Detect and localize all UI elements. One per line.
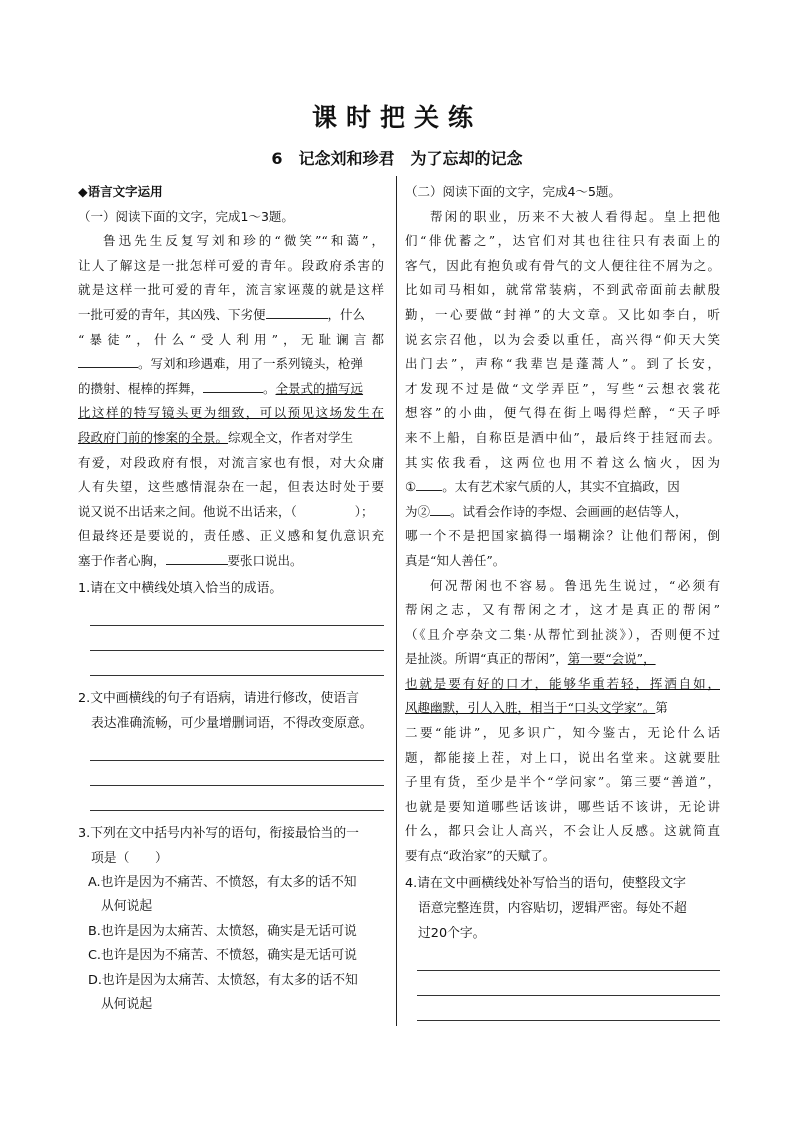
passage-line: 的攒射、棍棒的挥舞， 。全景式的描写远 bbox=[78, 380, 364, 396]
passage-line: 一批可爱的青年，其凶残、下劣便 ，什么 bbox=[78, 306, 366, 322]
answer-line[interactable] bbox=[417, 946, 720, 971]
option-a-cont: 从何说起 bbox=[101, 899, 153, 914]
passage-line: “暴徒”，什么“受人利用”，无耻谰言都 bbox=[78, 331, 384, 347]
answer-line[interactable] bbox=[417, 971, 720, 996]
blank-1 bbox=[416, 477, 442, 491]
underlined-sentence: 全景式的描写远 bbox=[275, 380, 364, 396]
passage-line: 题，都能接上茬，对上口，说出名堂来。这就要肚 bbox=[405, 749, 720, 765]
passage-line: 为② 。试看会作诗的李煜、会画画的赵佶等人， bbox=[405, 503, 688, 519]
question-1: 1.请在文中横线处填入恰当的成语。 bbox=[78, 580, 283, 596]
passage-line: 勤，一心要做“封禅”的大文章。又比如李白，听 bbox=[405, 306, 720, 322]
option-b[interactable]: B.也许是因为太痛苦、太愤怒，确实是无话可说 bbox=[88, 923, 357, 939]
passage-line: 出门去”，声称“我辈岂是蓬蒿人”。到了长安， bbox=[405, 356, 720, 372]
passage-line: 人有失望，这些感情混杂在一起，但表达时处于要 bbox=[78, 479, 384, 495]
passage-line: （《且介亭杂文二集·从帮忙到扯淡》），否则便不过 bbox=[405, 626, 720, 642]
passage-line: 比如司马相如，就常常装病，不到武帝面前去献殷 bbox=[405, 282, 720, 298]
answer-line[interactable] bbox=[90, 601, 384, 626]
answer-line[interactable] bbox=[90, 736, 384, 761]
passage-line: 客气，因此有抱负或有骨气的文人便往往不屑为之。 bbox=[405, 257, 720, 273]
question-3-cont: 项是（ ） bbox=[91, 850, 168, 866]
answer-line[interactable] bbox=[90, 626, 384, 651]
blank-3 bbox=[203, 379, 263, 393]
passage-line: 想容”的小曲，便气得在街上喝得烂醉，“天子呼 bbox=[405, 405, 720, 421]
underlined-sentence: 第一要“会说”， bbox=[567, 651, 656, 667]
passage-line: 但最终还是要说的，责任感、正义感和复仇意识充 bbox=[78, 528, 384, 544]
column-divider bbox=[396, 176, 397, 1026]
passage-line: 段政府门前的惨案的全景。综观全文，作者对学生 bbox=[78, 429, 354, 445]
passage-2 bbox=[405, 205, 720, 869]
passage-line: 塞于作者心胸， 要张口说出。 bbox=[78, 552, 303, 568]
passage-line: ① 。太有艺术家气质的人，其实不宜搞政，因 bbox=[405, 479, 680, 495]
question-3: 3.下列在文中括号内补写的语句，衔接最恰当的一 bbox=[78, 825, 359, 841]
option-c[interactable]: C.也许是因为不痛苦、不愤怒，确实是无话可说 bbox=[88, 948, 357, 963]
passage-line: 就是这样一批可爱的青年，流言家诬蔑的就是这样 bbox=[78, 282, 384, 298]
underlined-sentence: 段政府门前的惨案的全景。 bbox=[78, 429, 229, 445]
passage-1 bbox=[78, 229, 384, 573]
left-column bbox=[78, 180, 384, 1018]
question-4: 4.请在文中画横线处补写恰当的语句，使整段文字 bbox=[405, 875, 686, 891]
question-4-cont: 语意完整连贯，内容贴切，逻辑严密。每处不超 bbox=[418, 900, 687, 916]
passage-line: 来不上船，自称臣是酒中仙”，最后终于挂冠而去。 bbox=[405, 429, 720, 445]
passage-line: 二要“能讲”，见多识广，知今鉴古，无论什么话 bbox=[405, 725, 720, 741]
passage-line: 。写刘和珍遇难，用了一系列镜头，枪弹 bbox=[78, 352, 384, 377]
passage-line: 帮闲的职业，历来不大被人看得起。皇上把他 bbox=[430, 208, 720, 224]
part2-heading: （二）阅读下面的文字，完成4～5题。 bbox=[405, 184, 621, 199]
right-column bbox=[405, 180, 720, 1021]
passage-line: 风趣幽默，引人入胜，相当于“口头文学家”。第 bbox=[405, 700, 668, 716]
passage-line: 也就是要知道哪些话该讲，哪些话不该讲，无论讲 bbox=[405, 798, 720, 814]
blank-4 bbox=[166, 551, 228, 565]
blank-1 bbox=[266, 305, 328, 319]
passage-line: 帮闲之志，又有帮闲之才，这才是真正的帮闲” bbox=[405, 602, 720, 618]
passage-line: 才发现不过是做“文学弄臣”，写些“云想衣裳花 bbox=[405, 380, 720, 396]
passage-line: 要有点“政治家”的天赋了。 bbox=[405, 848, 556, 864]
question-2: 2.文中画横线的句子有语病，请进行修改，使语言 bbox=[78, 690, 359, 706]
passage-line: 说又说不出话来之间。他说不出话来，（ ）； bbox=[78, 503, 374, 519]
option-d[interactable]: D.也许是因为太痛苦、太愤怒，有太多的话不知 bbox=[88, 972, 358, 988]
lesson-subtitle: 6 记念刘和珍君 为了忘却的记念 bbox=[271, 149, 523, 168]
passage-line: 鲁迅先生反复写刘和珍的“微笑”“和蔼”， bbox=[103, 233, 384, 249]
answer-line[interactable] bbox=[90, 651, 384, 676]
passage-line: 子里有货，至少是半个“学问家”。第三要“善道”， bbox=[405, 774, 720, 790]
answer-line[interactable] bbox=[90, 786, 384, 811]
passage-line: 们“俳优蓄之”，达官们对其也往往只有表面上的 bbox=[405, 233, 720, 249]
question-2-cont: 表达准确流畅，可少量增删词语，不得改变原意。 bbox=[91, 715, 373, 731]
passage-line: 什么，都只会让人高兴，不会让人反感。这就简直 bbox=[405, 823, 720, 839]
answer-line[interactable] bbox=[90, 761, 384, 786]
section-heading: ◆语言文字运用 bbox=[78, 184, 163, 199]
passage-line: 让人了解这是一批怎样可爱的青年。段政府杀害的 bbox=[78, 257, 384, 273]
option-a[interactable]: A.也许是因为不痛苦、不愤怒，有太多的话不知 bbox=[88, 874, 357, 890]
option-d-cont: 从何说起 bbox=[101, 997, 153, 1012]
blank-2 bbox=[78, 354, 138, 368]
answer-line[interactable] bbox=[417, 996, 720, 1021]
underlined-sentence: 也就是要有好的口才，能够华重若轻，挥洒自如， bbox=[405, 675, 720, 691]
passage-line: 是扯淡。所谓“真正的帮闲”，第一要“会说”， bbox=[405, 651, 656, 667]
passage-line: 真是“知人善任”。 bbox=[405, 552, 506, 568]
passage-line: 有爱，对段政府有恨，对流言家也有恨，对大众庸 bbox=[78, 454, 384, 470]
passage-line: 说玄宗召他，以为会委以重任，高兴得“仰天大笑 bbox=[405, 331, 720, 347]
question-4-cont: 过20个字。 bbox=[418, 925, 486, 941]
passage-line: 哪一个不是把国家搞得一塌糊涂？让他们帮闲，倒 bbox=[405, 528, 720, 544]
page-title: 课时把关练 bbox=[311, 103, 482, 132]
passage-line: 何况帮闲也不容易。鲁迅先生说过，“必须有 bbox=[430, 577, 720, 593]
passage-line: 其实依我看，这两位也用不着这么恼火，因为 bbox=[405, 454, 720, 470]
underlined-sentence: 比这样的特写镜头更为细致，可以预见这场发生在 bbox=[78, 405, 384, 421]
part1-heading: （一）阅读下面的文字，完成1～3题。 bbox=[78, 208, 294, 224]
underlined-sentence: 风趣幽默，引人入胜，相当于“口头文学家”。 bbox=[405, 700, 656, 716]
blank-2 bbox=[430, 502, 450, 516]
